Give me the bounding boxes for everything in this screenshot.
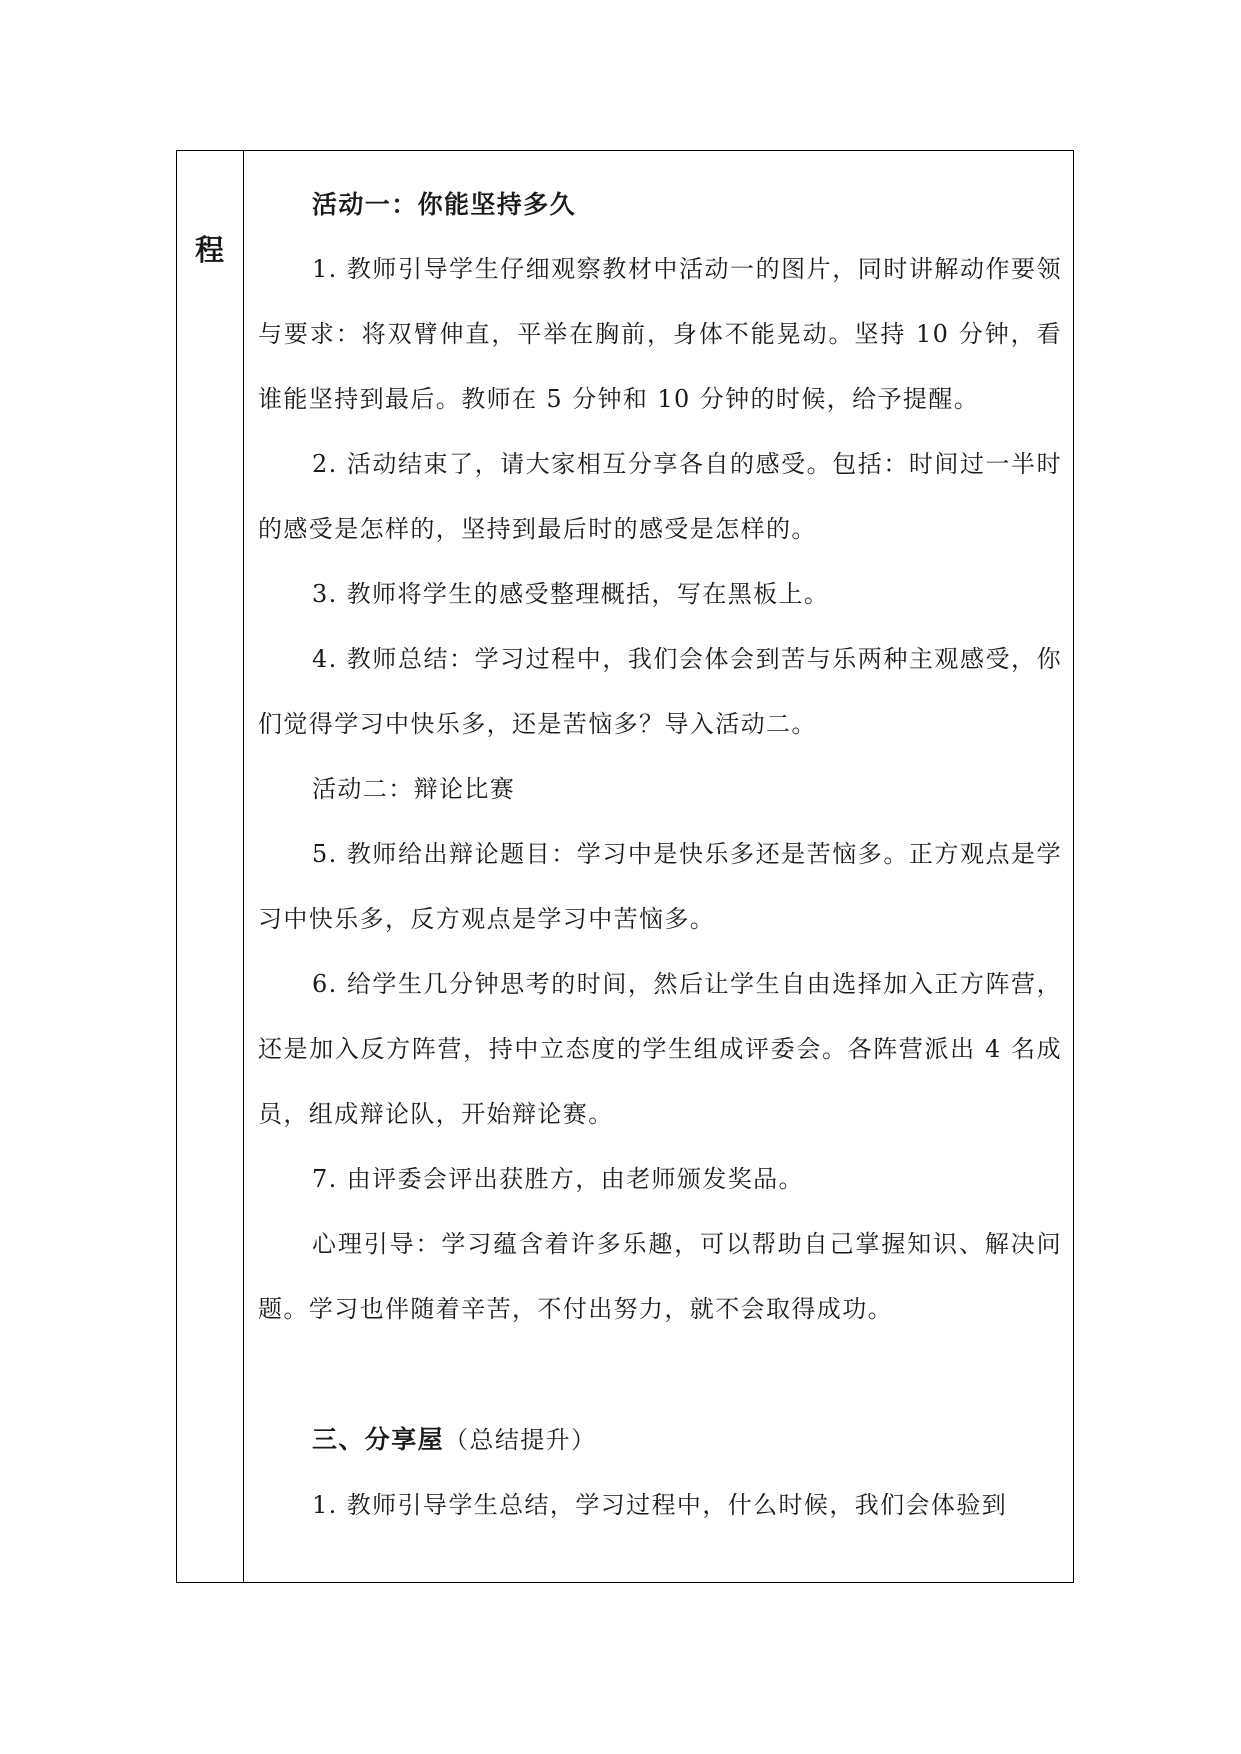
- spacer: [258, 1342, 1062, 1407]
- paragraph-6: 6. 给学生几分钟思考的时间，然后让学生自由选择加入正方阵营，还是加入反方阵营，持中立态度的学生组成评委会。各阵营派出 4 名成员，组成辩论队，开始辩论赛。: [258, 970, 1062, 1128]
- paragraph-2: 2. 活动结束了，请大家相互分享各自的感受。包括：时间过一半时的感受是怎样的，坚持到最后时的感受是怎样的。: [258, 450, 1062, 543]
- section3-paragraph-1: 1. 教师引导学生总结，学习过程中，什么时候，我们会体验到: [312, 1491, 1008, 1519]
- paragraph-4: 4. 教师总结：学习过程中，我们会体会到苦与乐两种主观感受，你们觉得学习中快乐多，还是苦恼多？导入活动二。: [258, 645, 1062, 738]
- column-divider: [243, 150, 244, 1583]
- paragraph-7: 7. 由评委会评出获胜方，由老师颁发奖品。: [312, 1165, 804, 1193]
- activity1-title: 活动一：你能坚持多久: [312, 190, 577, 219]
- activity2-title: 活动二：辩论比赛: [312, 775, 516, 803]
- paragraph-1: 1. 教师引导学生仔细观察教材中活动一的图片，同时讲解动作要领与要求：将双臂伸直，平举在胸前，身体不能晃动。坚持 10 分钟，看谁能坚持到最后。教师在 5 分钟和 10 分钟的时候，给予提醒。: [258, 255, 1062, 413]
- paragraph-3: 3. 教师将学生的感受整理概括，写在黑板上。: [312, 580, 830, 608]
- section3-title: 三、分享屋: [312, 1425, 445, 1454]
- left-column-label: 程: [194, 233, 224, 267]
- paragraph-5: 5. 教师给出辩论题目：学习中是快乐多还是苦恼多。正方观点是学习中快乐多，反方观点是学习中苦恼多。: [258, 840, 1062, 933]
- section3-subtitle: （总结提升）: [444, 1426, 597, 1454]
- guidance-paragraph: 心理引导：学习蕴含着许多乐趣，可以帮助自己掌握知识、解决问题。学习也伴随着辛苦，不付出努力，就不会取得成功。: [258, 1230, 1062, 1323]
- section3-heading: [258, 1407, 1062, 1473]
- content-cell: [258, 150, 1062, 1538]
